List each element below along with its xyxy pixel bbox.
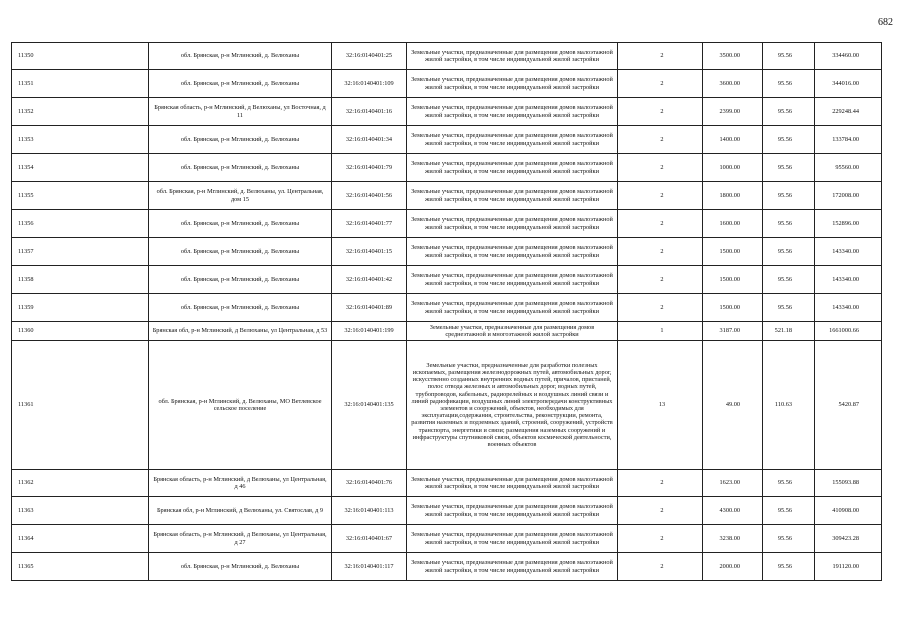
table-row (12, 266, 882, 294)
row-count: 2 (618, 553, 703, 581)
row-value: 229248.44 (815, 98, 882, 126)
row-id: 11363 (12, 497, 149, 525)
row-count: 2 (618, 126, 703, 154)
row-id: 11355 (12, 182, 149, 210)
row-count: 2 (618, 525, 703, 553)
row-area: 1400.00 (703, 126, 763, 154)
row-purpose: Земельные участки, предназначенные для размещения домов малоэтажной жилой застройки, в том числе индивидуальной жилой застройки (407, 266, 618, 294)
table-row (12, 497, 882, 525)
row-count: 2 (618, 470, 703, 497)
row-count: 2 (618, 238, 703, 266)
row-address: Брянская обл, р-н Мглинский, д Велюханы, ул Центральная, д 53 (149, 322, 332, 341)
row-address: обл. Брянская, р-н Мглинский, д. Велюханы (149, 70, 332, 98)
row-count: 13 (618, 341, 703, 470)
row-cadastral-number: 32:16:0140401:77 (332, 210, 407, 238)
row-value: 172008.00 (815, 182, 882, 210)
row-area: 3500.00 (703, 43, 763, 70)
row-rate: 95.56 (763, 70, 815, 98)
row-area: 1623.00 (703, 470, 763, 497)
row-cadastral-number: 32:16:0140401:25 (332, 43, 407, 70)
row-count: 2 (618, 266, 703, 294)
row-address: Брянская область, р-н Мглинский, д Велюханы, ул Восточная, д 11 (149, 98, 332, 126)
row-area: 1500.00 (703, 238, 763, 266)
row-rate: 95.56 (763, 266, 815, 294)
row-rate: 95.56 (763, 294, 815, 322)
row-count: 2 (618, 70, 703, 98)
row-area: 1500.00 (703, 294, 763, 322)
row-count: 2 (618, 182, 703, 210)
row-id: 11362 (12, 470, 149, 497)
row-id: 11350 (12, 43, 149, 70)
row-area: 1600.00 (703, 210, 763, 238)
row-id: 11354 (12, 154, 149, 182)
row-purpose: Земельные участки, предназначенные для размещения домов малоэтажной жилой застройки, в том числе индивидуальной жилой застройки (407, 525, 618, 553)
row-area: 1500.00 (703, 266, 763, 294)
row-address: обл. Брянская, р-н Мглинский, д. Велюханы (149, 294, 332, 322)
row-count: 2 (618, 98, 703, 126)
row-count: 2 (618, 210, 703, 238)
row-id: 11358 (12, 266, 149, 294)
row-area: 1000.00 (703, 154, 763, 182)
row-address: обл. Брянская, р-н Мглинский, д. Велюханы (149, 553, 332, 581)
row-value: 95560.00 (815, 154, 882, 182)
row-area: 3600.00 (703, 70, 763, 98)
row-id: 11356 (12, 210, 149, 238)
row-rate: 95.56 (763, 182, 815, 210)
table-row (12, 525, 882, 553)
row-purpose: Земельные участки, предназначенные для размещения домов малоэтажной жилой застройки, в том числе индивидуальной жилой застройки (407, 98, 618, 126)
row-area: 2000.00 (703, 553, 763, 581)
row-id: 11353 (12, 126, 149, 154)
row-value: 1661000.66 (815, 322, 882, 341)
row-id: 11365 (12, 553, 149, 581)
row-address: обл. Брянская, р-н Мглинский, д. Велюханы (149, 43, 332, 70)
table-row (12, 98, 882, 126)
row-id: 11364 (12, 525, 149, 553)
row-count: 2 (618, 154, 703, 182)
row-purpose: Земельные участки, предназначенные для размещения домов малоэтажной жилой застройки, в том числе индивидуальной жилой застройки (407, 43, 618, 70)
row-value: 143340.00 (815, 294, 882, 322)
row-area: 2399.00 (703, 98, 763, 126)
row-rate: 95.56 (763, 210, 815, 238)
row-address: Брянская область, р-н Мглинский, д Велюханы, ул Центральная, д 46 (149, 470, 332, 497)
row-value: 143340.00 (815, 266, 882, 294)
row-purpose: Земельные участки, предназначенные для размещения домов малоэтажной жилой застройки, в том числе индивидуальной жилой застройки (407, 238, 618, 266)
row-address: обл. Брянская, р-н Мглинский, д. Велюханы (149, 126, 332, 154)
row-purpose: Земельные участки, предназначенные для размещения домов малоэтажной жилой застройки, в том числе индивидуальной жилой застройки (407, 497, 618, 525)
table-row (12, 182, 882, 210)
row-value: 410908.00 (815, 497, 882, 525)
row-area: 49.00 (703, 341, 763, 470)
row-cadastral-number: 32:16:0140401:15 (332, 238, 407, 266)
table-body (12, 43, 882, 581)
row-rate: 521.18 (763, 322, 815, 341)
row-value: 344016.00 (815, 70, 882, 98)
row-cadastral-number: 32:16:0140401:117 (332, 553, 407, 581)
row-address: обл. Брянская, р-н Мглинский, д. Велюханы (149, 266, 332, 294)
table-row (12, 70, 882, 98)
row-purpose: Земельные участки, предназначенные для размещения домов малоэтажной жилой застройки, в том числе индивидуальной жилой застройки (407, 182, 618, 210)
row-id: 11359 (12, 294, 149, 322)
table-row (12, 238, 882, 266)
row-rate: 95.56 (763, 43, 815, 70)
row-purpose: Земельные участки, предназначенные для размещения домов малоэтажной жилой застройки, в том числе индивидуальной жилой застройки (407, 294, 618, 322)
row-count: 2 (618, 294, 703, 322)
row-rate: 95.56 (763, 470, 815, 497)
row-purpose: Земельные участки, предназначенные для размещения домов малоэтажной жилой застройки, в том числе индивидуальной жилой застройки (407, 470, 618, 497)
land-plots-table (11, 42, 882, 581)
row-area: 3187.00 (703, 322, 763, 341)
row-cadastral-number: 32:16:0140401:34 (332, 126, 407, 154)
row-cadastral-number: 32:16:0140401:89 (332, 294, 407, 322)
row-purpose: Земельные участки, предназначенные для размещения домов малоэтажной жилой застройки, в том числе индивидуальной жилой застройки (407, 154, 618, 182)
row-id: 11357 (12, 238, 149, 266)
row-count: 2 (618, 43, 703, 70)
table-row (12, 154, 882, 182)
row-address: Брянская область, р-н Мглинский, д Велюханы, ул Центральная, д 27 (149, 525, 332, 553)
row-area: 4300.00 (703, 497, 763, 525)
row-purpose: Земельные участки, предназначенные для размещения домов малоэтажной жилой застройки, в том числе индивидуальной жилой застройки (407, 70, 618, 98)
row-value: 143340.00 (815, 238, 882, 266)
row-cadastral-number: 32:16:0140401:109 (332, 70, 407, 98)
row-cadastral-number: 32:16:0140401:56 (332, 182, 407, 210)
row-id: 11361 (12, 341, 149, 470)
row-purpose: Земельные участки, предназначенные для разработки полезных ископаемых, размещения железнодорожных путей, автомобильных дорог, искусственно созданных внутренних водных путей, причалов, пристаней, полос отвода железных и автомобильных дорог, водных путей, трубопроводов, кабельных, радиорелейных и воздушных линий связи и линий радиофикации, воздушных линий электропередачи конструктивных элементов и сооружений, объектов, необходимых для эксплуатации,содержания, строительства, реконструкции, ремонта, развития наземных и подземных зданий, строений, сооружений, устройств транспорта, энергетики и связи; размещения наземных сооружений и инфраструктуры спутниковой связи, объектов космической деятельности, военных объектов (407, 341, 618, 470)
row-purpose: Земельные участки, предназначенные для размещения домов малоэтажной жилой застройки, в том числе индивидуальной жилой застройки (407, 126, 618, 154)
row-cadastral-number: 32:16:0140401:16 (332, 98, 407, 126)
row-purpose: Земельные участки, предназначенные для размещения домов среднеэтажной и многоэтажной жилой застройки (407, 322, 618, 341)
row-rate: 95.56 (763, 98, 815, 126)
row-rate: 95.56 (763, 238, 815, 266)
row-id: 11352 (12, 98, 149, 126)
row-value: 152896.00 (815, 210, 882, 238)
table-row (12, 294, 882, 322)
row-value: 191120.00 (815, 553, 882, 581)
row-purpose: Земельные участки, предназначенные для размещения домов малоэтажной жилой застройки, в том числе индивидуальной жилой застройки (407, 210, 618, 238)
row-address: обл. Брянская, р-н Мглинский, д. Велюханы (149, 210, 332, 238)
row-cadastral-number: 32:16:0140401:199 (332, 322, 407, 341)
row-value: 309423.28 (815, 525, 882, 553)
row-address: Брянская обл, р-н Мглинский, д Велюханы, ул. Святослав, д 9 (149, 497, 332, 525)
row-rate: 95.56 (763, 553, 815, 581)
row-value: 133784.00 (815, 126, 882, 154)
row-rate: 95.56 (763, 154, 815, 182)
row-cadastral-number: 32:16:0140401:76 (332, 470, 407, 497)
row-address: обл. Брянская, р-н Мглинский, д. Велюханы, ул. Центральная, дом 15 (149, 182, 332, 210)
row-area: 1800.00 (703, 182, 763, 210)
row-cadastral-number: 32:16:0140401:42 (332, 266, 407, 294)
row-id: 11351 (12, 70, 149, 98)
table-row (12, 43, 882, 70)
table-row (12, 553, 882, 581)
table-row (12, 126, 882, 154)
row-rate: 95.56 (763, 525, 815, 553)
row-area: 3238.00 (703, 525, 763, 553)
row-address: обл. Брянская, р-н Мглинский, д. Велюханы (149, 238, 332, 266)
row-cadastral-number: 32:16:0140401:135 (332, 341, 407, 470)
row-purpose: Земельные участки, предназначенные для размещения домов малоэтажной жилой застройки, в том числе индивидуальной жилой застройки (407, 553, 618, 581)
row-id: 11360 (12, 322, 149, 341)
row-rate: 95.56 (763, 126, 815, 154)
row-address: обл. Брянская, р-н Мглинский, д. Велюханы (149, 154, 332, 182)
row-count: 2 (618, 497, 703, 525)
row-cadastral-number: 32:16:0140401:67 (332, 525, 407, 553)
row-count: 1 (618, 322, 703, 341)
row-cadastral-number: 32:16:0140401:79 (332, 154, 407, 182)
row-cadastral-number: 32:16:0140401:113 (332, 497, 407, 525)
page-number: 682 (878, 17, 893, 28)
table-row (12, 322, 882, 341)
table-row (12, 470, 882, 497)
table-row (12, 210, 882, 238)
table-row (12, 341, 882, 470)
row-value: 334460.00 (815, 43, 882, 70)
row-value: 155093.88 (815, 470, 882, 497)
row-address: обл. Брянская, р-н Мглинский, д. Велюханы, МО Ветлевское сельское поселение (149, 341, 332, 470)
row-rate: 110.63 (763, 341, 815, 470)
row-value: 5420.87 (815, 341, 882, 470)
row-rate: 95.56 (763, 497, 815, 525)
